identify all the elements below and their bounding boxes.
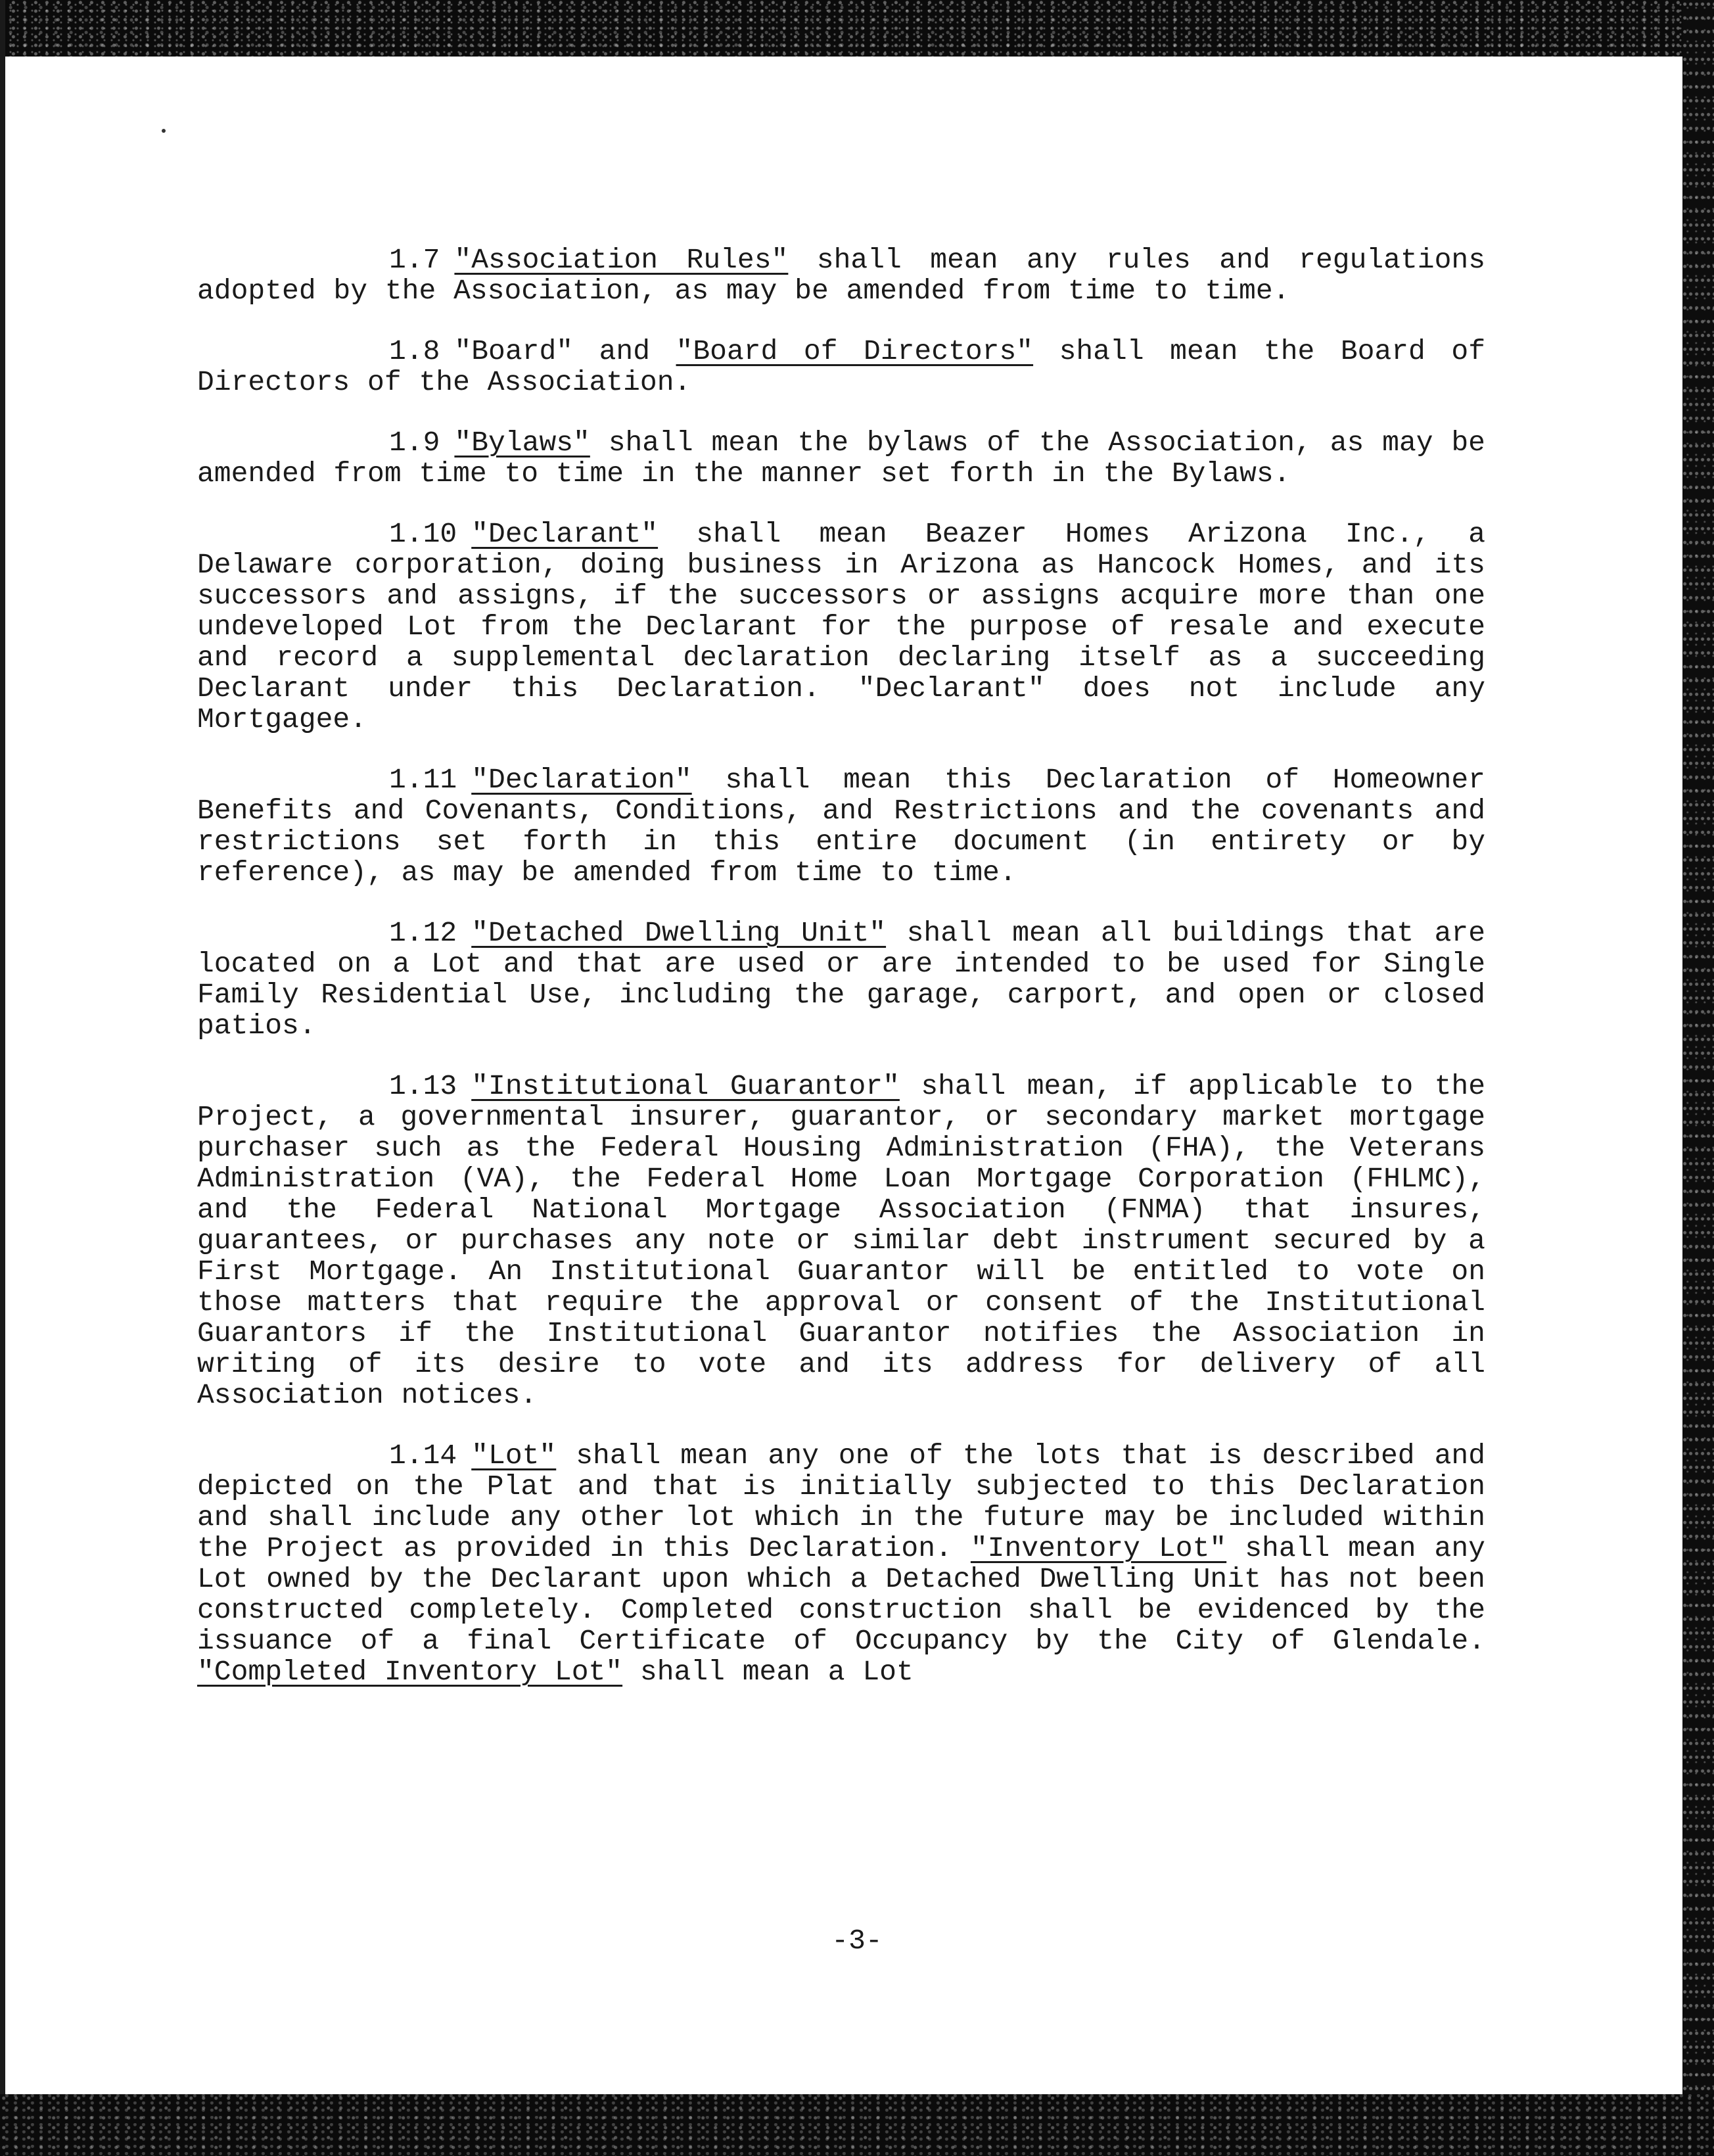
scan-border-right — [1682, 0, 1714, 2156]
definition-text: shall mean Beazer Homes Arizona Inc., a Delaware corporation, doing business in Arizona as Hancock Homes, and its successors and assigns, if the successors or assigns acquire more than one undeveloped Lot from the Declarant for the purpose of resale and execute and record a supplemental declaration declaring itself as a succeeding Declarant under this Declaration. "Declarant" does not include any Mortgagee. — [197, 518, 1485, 736]
defined-term-inventory-lot: "Inventory Lot" — [970, 1532, 1227, 1564]
section-number: 1.8 — [389, 335, 440, 367]
definition-1-7 — [197, 245, 1485, 306]
definition-1-11 — [197, 764, 1485, 888]
definition-1-12 — [197, 918, 1485, 1041]
defined-term: "Board of Directors" — [676, 335, 1034, 367]
section-number: 1.14 — [389, 1440, 457, 1472]
definition-1-9 — [197, 427, 1485, 489]
section-number: 1.12 — [389, 917, 457, 949]
definition-text: shall mean any one of the lots that is described and depicted on the Plat and that is initially subjected to this Declaration and shall include any other lot which in the future may be included within the Project as provided in this Declaration. — [197, 1440, 1485, 1564]
definition-text: shall mean, if applicable to the Project, a governmental insurer, guarantor, or secondary market mortgage purchaser such as the Federal Housing Administration (FHA), the Veterans Administration (VA), the Federal Home Loan Mortgage Corporation (FHLMC), and the Federal National Mortgage Association (FNMA) that insures, guarantees, or purchases any note or similar debt instrument secured by a First Mortgage. An Institutional Guarantor will be entitled to vote on those matters that require the approval or consent of the Institutional Guarantors if the Institutional Guarantor notifies the Association in writing of its desire to vote and its address for delivery of all Association notices. — [197, 1070, 1485, 1411]
definition-text: shall mean any rules and regulations adopted by the Association, as may be amended from time to time. — [197, 244, 1485, 307]
defined-term: "Association Rules" — [454, 244, 789, 276]
scan-border-left — [0, 0, 5, 2156]
section-number: 1.9 — [389, 427, 440, 459]
defined-term: "Declaration" — [471, 764, 692, 796]
definition-text: shall mean all buildings that are located on a Lot and that are used or are intended to be used for Single Family Residential Use, including the garage, carport, and open or closed patios. — [197, 917, 1485, 1042]
scan-border-top — [0, 0, 1714, 57]
page-number: -3- — [831, 1925, 883, 1957]
definition-1-13 — [197, 1071, 1485, 1411]
definition-1-8 — [197, 336, 1485, 398]
section-number: 1.7 — [389, 244, 440, 276]
defined-term: "Bylaws" — [454, 427, 590, 459]
definition-1-10 — [197, 519, 1485, 735]
defined-term: "Institutional Guarantor" — [471, 1070, 900, 1102]
section-number: 1.11 — [389, 764, 457, 796]
definition-text: shall mean this Declaration of Homeowner Benefits and Covenants, Conditions, and Restrictions and the covenants and restrictions set forth in this entire document (in entirety or by reference), as may be amended from time to time. — [197, 764, 1485, 889]
definition-text: shall mean the bylaws of the Association, as may be amended from time to time in the manner set forth in the Bylaws. — [197, 427, 1485, 490]
scan-speck — [162, 129, 166, 133]
defined-term: "Declarant" — [471, 518, 659, 550]
section-number: 1.10 — [389, 518, 457, 550]
definition-text-completed-inventory-lot: shall mean a Lot — [622, 1656, 914, 1688]
definition-prefix: "Board" and — [454, 335, 676, 367]
document-body — [197, 245, 1485, 1717]
definition-text: shall mean the Board of Directors of the Association. — [197, 335, 1485, 398]
section-number: 1.13 — [389, 1070, 457, 1102]
definition-1-14 — [197, 1440, 1485, 1687]
scan-border-bottom — [0, 2094, 1714, 2156]
defined-term: "Detached Dwelling Unit" — [471, 917, 887, 949]
defined-term: "Lot" — [471, 1440, 557, 1472]
defined-term-completed-inventory-lot: "Completed Inventory Lot" — [197, 1656, 623, 1688]
definition-text-inventory-lot: shall mean any Lot owned by the Declarant upon which a Detached Dwelling Unit has not been constructed completely. Completed construction shall be evidenced by the issuance of a final Certificate of Occupancy by the City of Glendale. — [197, 1532, 1485, 1657]
